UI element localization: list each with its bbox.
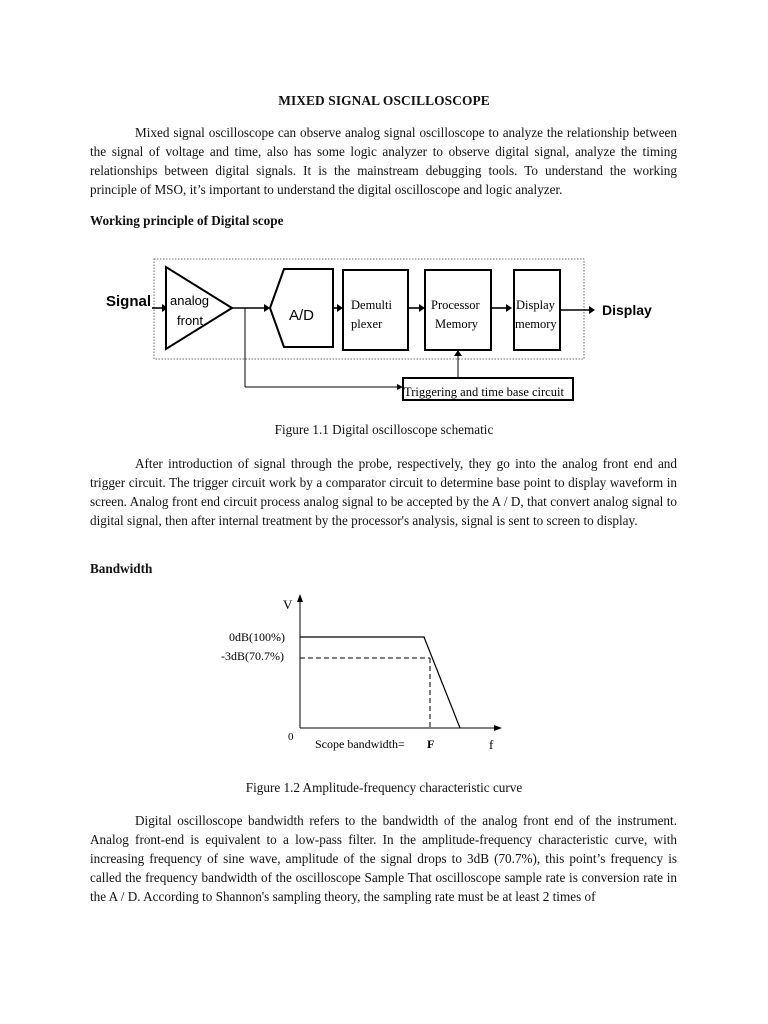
demux-label-1: Demulti (351, 298, 392, 312)
proc-to-dispmem-arrowhead (506, 304, 512, 312)
display-memory-label-2: memory (515, 317, 557, 331)
trigger-timebase-label: Triggering and time base circuit (404, 385, 564, 399)
f-cap-label: F (427, 737, 435, 751)
analog-front-triangle (166, 267, 232, 349)
ad-label: A/D (289, 307, 315, 324)
label-3db: -3dB(70.7%) (221, 649, 284, 663)
figure2-caption: Figure 1.2 Amplitude-frequency characteristic curve (245, 780, 523, 795)
heading-working-principle: Working principle of Digital scope (90, 213, 284, 228)
dispmem-to-display-arrowhead (589, 306, 595, 314)
document-title: MIXED SIGNAL OSCILLOSCOPE (278, 93, 490, 108)
bandwidth-paragraph: Digital oscilloscope bandwidth refers to the bandwidth of the analog front end of the instrument. Analog front-end is equivalent to a low-pass filter. In the amplitude-frequency characteristic curve, with increasing frequency of sine wave, amplitude of the signal drops to 3dB (70.7%), this point’s frequency is called the frequency bandwidth of the oscilloscope Sample That oscilloscope sample rate is conversion rate in the A / D. According to Shannon's sampling theory, the sampling rate must be at least 2 times of (90, 813, 677, 905)
display-memory-label-1: Display (516, 298, 555, 312)
response-curve (300, 637, 460, 728)
label-0db: 0dB(100%) (229, 630, 285, 644)
origin-label: 0 (288, 731, 294, 743)
heading-bandwidth: Bandwidth (90, 561, 153, 576)
display-output-label: Display (602, 302, 652, 318)
v-axis-label: V (283, 597, 293, 612)
analog-front-label-1: analog (170, 293, 210, 308)
demux-label-2: plexer (351, 317, 383, 331)
figure1-caption: Figure 1.1 Digital oscilloscope schematic (274, 422, 494, 437)
digital-scope-schematic (100, 255, 652, 405)
scope-bandwidth-label: Scope bandwidth= (315, 737, 405, 751)
signal-label: Signal (106, 293, 152, 310)
analog-front-label-2: front (177, 313, 204, 328)
amplitude-frequency-curve (215, 592, 515, 762)
processor-label-1: Processor (431, 298, 480, 312)
intro-paragraph: Mixed signal oscilloscope can observe analog signal oscilloscope to analyze the relationship between the signal of voltage and time, also has some logic analyzer to observe digital signal, analyze the timing relationships between digital signals. It is the mainstream debugging tools. To understand the working principle of MSO, it’s important to understand the digital oscilloscope and logic analyzer. (90, 125, 677, 198)
probe-paragraph: After introduction of signal through the probe, respectively, they go into the analog front end and trigger circuit. The trigger circuit work by a comparator circuit to determine base point to display waveform in screen. Analog front end circuit process analog signal to be accepted by the A / D, that convert analog signal to digital signal, then after internal treatment by the processor's analysis, signal is sent to screen to display. (90, 456, 677, 529)
f-axis-arrowhead (494, 725, 502, 731)
processor-label-2: Memory (435, 317, 479, 331)
f-axis-label: f (489, 737, 494, 752)
v-axis-arrowhead (297, 594, 303, 602)
